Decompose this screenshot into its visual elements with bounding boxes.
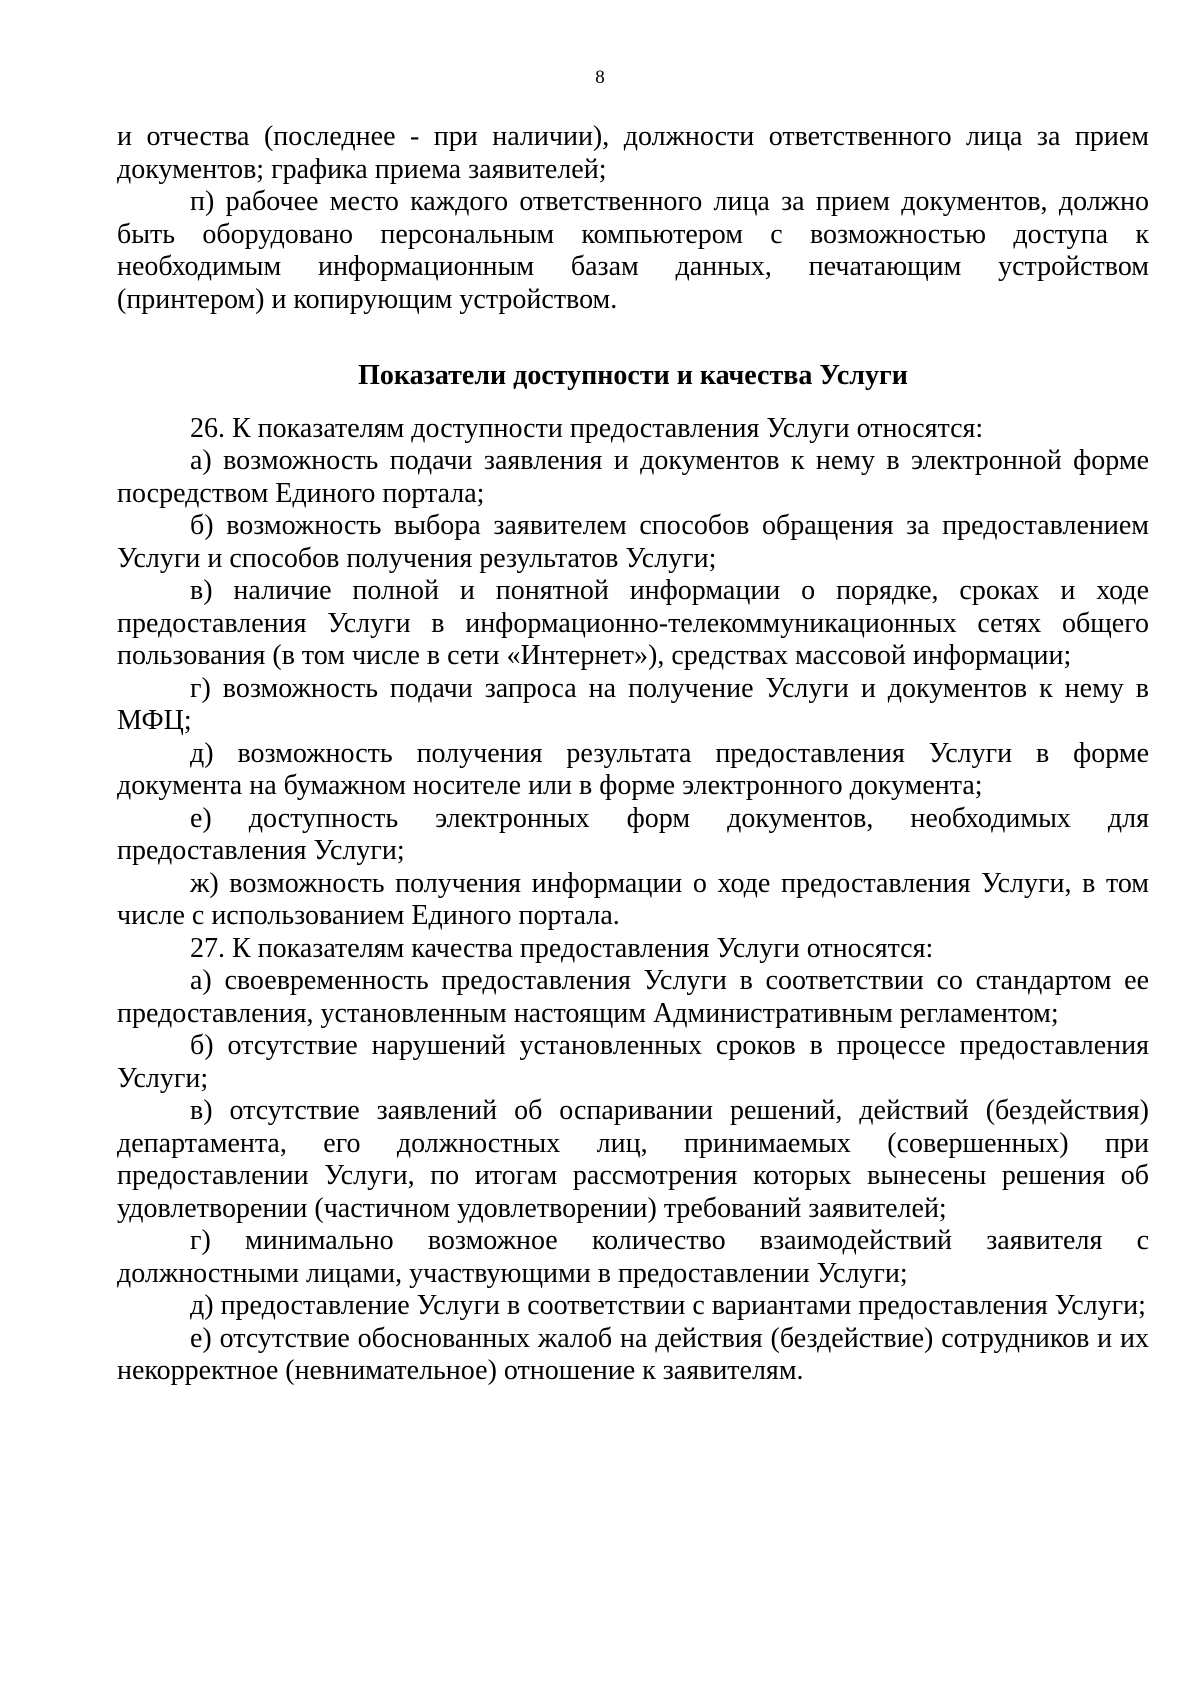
paragraph-item-p: п) рабочее место каждого ответственного лица за прием документов, должно быть оборудовано персональным компьютером с возможностью доступа к необходимым информационным базам данных, печатающим устройством (принтером) и копирующим устройством. (117, 186, 1149, 315)
document-body (117, 121, 1149, 1388)
paragraph-26-g: г) возможность подачи запроса на получение Услуги и документов к нему в МФЦ; (117, 672, 1149, 736)
paragraph-27-a: а) своевременность предоставления Услуги в соответствии со стандартом ее предоставления, установленным настоящим Административным регламентом; (117, 965, 1149, 1029)
paragraph-26-zh: ж) возможность получения информации о ходе предоставления Услуги, в том числе с использованием Единого портала. (117, 867, 1149, 931)
paragraph-26-intro: 26. К показателям доступности предоставления Услуги относятся: (190, 412, 984, 444)
paragraph-26-v: в) наличие полной и понятной информации о порядке, сроках и ходе предоставления Услуги в информационно-телекоммуникационных сетях общего пользования (в том числе в сети «Интернет»), средствах массовой информации; (117, 575, 1149, 671)
section-heading: Показатели доступности и качества Услуги (358, 360, 908, 391)
page-number: 8 (595, 67, 605, 88)
paragraph-26-d: д) возможность получения результата предоставления Услуги в форме документа на бумажном носителе или в форме электронного документа; (117, 737, 1149, 801)
paragraph-27-intro: 27. К показателям качества предоставления Услуги относятся: (190, 932, 934, 964)
paragraph-26-b: б) возможность выбора заявителем способов обращения за предоставлением Услуги и способов получения результатов Услуги; (117, 510, 1149, 574)
paragraph-continuation: и отчества (последнее - при наличии), должности ответственного лица за прием документов; графика приема заявителей; (117, 121, 1149, 185)
paragraph-27-v: в) отсутствие заявлений об оспаривании решений, действий (бездействия) департамента, его должностных лиц, принимаемых (совершенных) при предоставлении Услуги, по итогам рассмотрения которых вынесены решения об удовлетворении (частичном удовлетворении) требований заявителей; (117, 1095, 1149, 1224)
paragraph-27-e: е) отсутствие обоснованных жалоб на действия (бездействие) сотрудников и их некорректное (невнимательное) отношение к заявителям. (117, 1322, 1149, 1386)
paragraph-26-e: е) доступность электронных форм документов, необходимых для предоставления Услуги; (117, 802, 1149, 866)
paragraph-26-a: а) возможность подачи заявления и документов к нему в электронной форме посредством Единого портала; (117, 445, 1149, 509)
paragraph-27-g: г) минимально возможное количество взаимодействий заявителя с должностными лицами, участвующими в предоставлении Услуги; (117, 1225, 1149, 1289)
paragraph-27-b: б) отсутствие нарушений установленных сроков в процессе предоставления Услуги; (117, 1030, 1149, 1094)
paragraph-27-d: д) предоставление Услуги в соответствии с вариантами предоставления Услуги; (190, 1290, 1146, 1321)
